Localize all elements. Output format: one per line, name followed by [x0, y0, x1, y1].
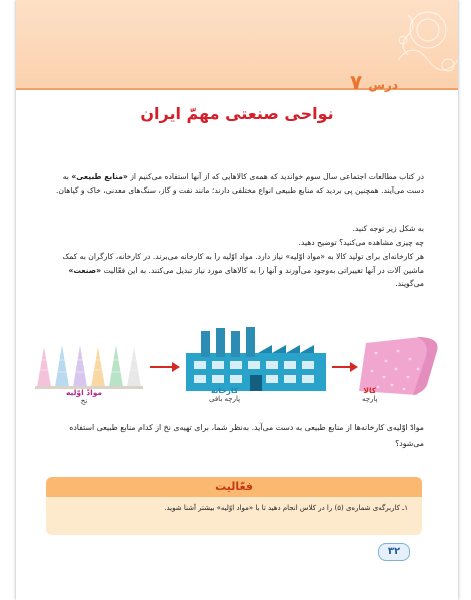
caption-raw-sub: نخ [80, 397, 88, 405]
caption-factory [209, 386, 240, 404]
paragraph-question: چه چیزی مشاهده می‌کنید؟ توضیح دهید. [298, 238, 424, 247]
term-industry: «صنعت» [68, 265, 102, 275]
activity-title: فعّالیت [215, 480, 253, 493]
caption-product [362, 386, 378, 404]
paragraph-industry-text: هر کارخانه‌ای برای تولید کالا به «مواد اوّلیه» نیاز دارد. مواد اوّلیه را به کارخانه می‌برند. در کارخانه، کارگران به کمک ماشین آلات در آنها تغییراتی به‌وجود می‌آورند و آنها را به کالاهای مورد نیاز تبدیل می‌کنند. به این فعّالیت [62, 252, 424, 275]
term-natural-resources: «منابع طبیعی» [71, 172, 128, 181]
factory-illustration [186, 327, 326, 391]
lesson-number: ۷ [349, 70, 363, 94]
caption-raw-title: موادّ اوّلیه [66, 388, 103, 397]
paragraph-intro-text: در کتاب مطالعات اجتماعی سال سوم خواندید که همه‌ی کالاهایی که از آنها استفاده می‌کنیم از [130, 172, 424, 181]
arrow-raw-to-factory-icon [150, 362, 180, 372]
paragraph-industry-text-2: می‌گویند. [395, 279, 424, 288]
lesson-word: درس [368, 78, 398, 92]
paragraph-look: به شکل زیر توجه کنید. [352, 224, 424, 233]
lesson-label [348, 70, 398, 94]
thread-spools-illustration [35, 345, 143, 389]
caption-product-sub: پارچه [362, 395, 378, 403]
paragraph-raw-materials: موادّ اوّلیه‌ی کارخانه‌ها از منابع طبیعی به دست می‌آید. به‌نظر شما، برای تهیه‌ی نخ از کدام منابع طبیعی استفاده می‌شود؟ [69, 423, 424, 448]
page-number: ۳۲ [378, 543, 410, 561]
caption-factory-sub: پارچه بافی [209, 395, 241, 403]
arrow-factory-to-product-icon [332, 362, 358, 372]
activity-item: ۱ـ کاربرگه‌ی شماره‌ی (۵) را در کلاس انجام دهید تا با «مواد اوّلیه» بیشتر آشنا شوید. [164, 504, 408, 512]
caption-product-title: کالا [363, 386, 377, 395]
textbook-page [16, 0, 458, 600]
page-title: نواحی صنعتی مهمّ ایران [140, 104, 334, 123]
activity-box [46, 477, 422, 535]
paragraph-intro [50, 170, 424, 197]
paragraph-intro-text-2: به دست می‌آیند. همچنین پی بردید که منابع طبیعی انواع مختلفی دارند؛ مانند نفت و گاز، سنگ‌های معدنی، خاک و گیاهان. [55, 172, 424, 195]
caption-factory-title: کارخانه [210, 386, 239, 395]
caption-raw-materials [66, 388, 102, 406]
paragraph-industry [50, 250, 424, 291]
